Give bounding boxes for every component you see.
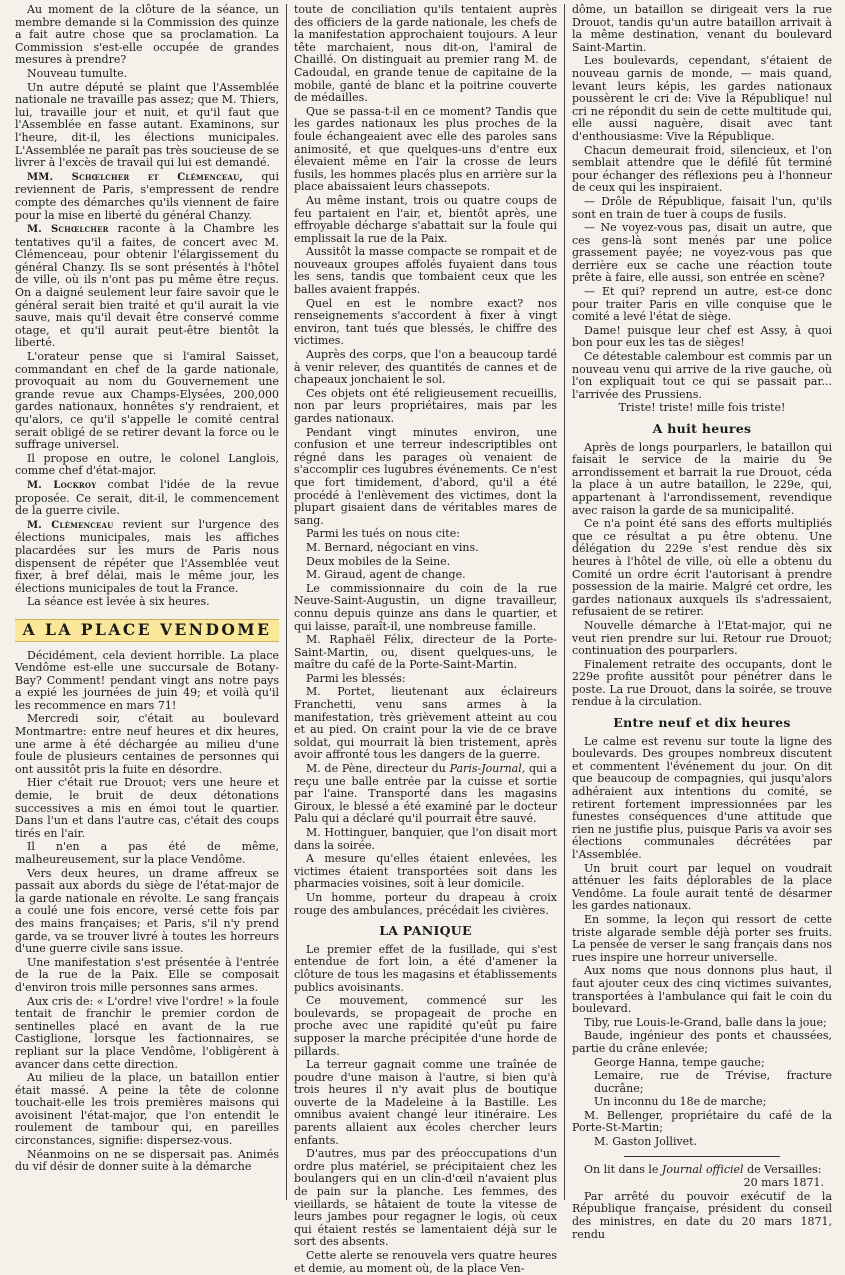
victim-item: M. Bellenger, propriétaire du café de la Porte-St-Martin; (572, 1108, 832, 1135)
paragraph: Ce n'a point été sans des efforts multipliés que ce résultat a pu être obtenu. Une délégation du 229e s'est rendue dès six heures à l'hôtel de ville, où elle a obtenu du Comité un ordre écrit l'autorisant à prendre possession de la mairie. Malgré cet ordre, les gardes nationaux auxquels ils s'adressaient, refusaient de se retirer. (572, 517, 832, 619)
paragraph: Au moment de la clôture de la séance, un membre demande si la Commission des quinze a fait autre chose que sa proclamation. La Commission s'est-elle occupée de grandes mesures à prendre? (15, 3, 279, 67)
paragraph: Dame! puisque leur chef est Assy, à quoi bon pour eux les tas de sièges! (572, 323, 832, 350)
paragraph (15, 479, 279, 518)
paragraph: Par arrêté du pouvoir exécutif de la République française, président du conseil des ministres, en date du 20 mars 1871, rendu (572, 1189, 832, 1241)
paragraph: dôme, un bataillon se dirigeait vers la rue Drouot, tandis qu'un autre bataillon arrivait à la même destination, venant du boulevard Saint-Martin. (572, 3, 832, 54)
paragraph: Cette alerte se renouvela vers quatre heures et demie, au moment où, de la place Ven- (294, 1249, 557, 1275)
paragraph: La séance est levée à six heures. (27, 595, 210, 609)
victim-item: George Hanna, tempe gauche; (594, 1055, 765, 1069)
victim-item: Tiby, rue Louis-le-Grand, balle dans la joue; (584, 1015, 827, 1029)
victim-item: Baude, ingénieur des ponts et chaussées, partie du crâne enlevée; (572, 1029, 832, 1055)
dateline: 20 mars 1871. (743, 1176, 824, 1190)
paragraph: Auprès des corps, que l'on a beaucoup tardé à venir relever, des quantités de cannes et de chapeaux jonchaient le sol. (294, 348, 557, 387)
victim-item: M. Gaston Jollivet. (594, 1135, 698, 1149)
list-intro: Parmi les tués on nous cite: (306, 527, 460, 541)
paragraph: Nouveau tumulte. (27, 66, 128, 80)
paragraph: Nouvelle démarche à l'Etat-major, qui ne veut rien prendre sur lui. Retour rue Drouot; continuation des pourparlers. (572, 618, 832, 658)
list-item: Deux mobiles de la Seine. (306, 554, 451, 568)
paragraph: Ce détestable calembour est commis par un nouveau venu qui arrive de la rive gauche, où l'on expliquait tout ce qui se passait par... l'arrivée des Prussiens. (572, 350, 832, 401)
paragraph: Ce mouvement, commencé sur les boulevards, se propageait de proche en proche avec une rapidité qu'eût pu faire supposer la marche précipitée d'une horde de pillards. (294, 994, 557, 1058)
dialogue-line: — Et qui? reprend un autre, est-ce donc pour traiter Paris en ville conquise que le comité a levé l'état de siège. (572, 285, 832, 324)
paragraph: Un autre député se plaint que l'Assemblée nationale ne travaille pas assez; que M. Thiers, lui, travaille jour et nuit, et qu'il faut que l'Assemblée en fasse autant. Examinons, sur l'heure, dit-il, les élections municipales. L'Assemblée ne paraît pas très soucieuse de se livrer à l'excès de travail qui lui est demandé. (15, 80, 279, 170)
speaker-name: M. Lockroy (27, 479, 97, 491)
journal-title: Paris-Journal, (449, 762, 526, 776)
section-heading-huit-heures: A huit heures (652, 421, 752, 436)
paragraph: Après de longs pourparlers, le bataillon qui faisait le service de la mairie du 9e arrondissement et barrait la rue Drouot, céda la place à un autre bataillon, le 229e, qui, appartenant à l'arrondissement, revendique avec raison la garde de sa municipalité. (572, 440, 832, 517)
paragraph-text: M. de Pène, directeur du (306, 762, 446, 776)
paragraph: Triste! triste! mille fois triste! (618, 401, 786, 415)
paragraph: Un bruit court par lequel on voudrait atténuer les faits déplorables de la place Vendôme. La foule aurait tenté de désarmer les gardes nationaux. (572, 861, 832, 913)
paragraph: Une manifestation s'est présentée à l'entrée de la rue de la Paix. Elle se composait d'environ trois mille personnes sans armes. (15, 955, 279, 994)
paragraph-text: qui a reçu une balle entrée par la cuisse et sortie par l'aine. Transporté dans les magasins Giroux, le blessé a été examiné par le docteur Palu qui a déclaré qu'il pourrait être sauvé. (294, 762, 557, 826)
paragraph: Ces objets ont été religieusement recueillis, non par leurs propriétaires, mais par les gardes nationaux. (294, 386, 557, 425)
paragraph-text: de Versailles: (747, 1162, 822, 1176)
list-item: M. Portet, lieutenant aux éclaireurs Franchetti, venu sans armes à la manifestation, très grièvement atteint au cou et au pied. On craint pour la vie de ce brave soldat, qui mourrait là bien tristement, après avoir affronté tous les dangers de la guerre. (294, 685, 557, 762)
section-heading-place-vendome: A LA PLACE VENDOME (15, 619, 279, 642)
paragraph: Aux cris de: « L'ordre! vive l'ordre! » la foule tentait de franchir le premier cordon de sentinelles placé en avant de la rue Castiglione, lorsque les factionnaires, se repliant sur la place Vendôme, l'obligèrent à avancer dans cette direction. (15, 994, 279, 1071)
list-item: M. Hottinguer, banquier, que l'on disait mort dans la soirée. (294, 826, 557, 852)
section-heading-la-panique: LA PANIQUE (379, 923, 472, 939)
list-item: M. Raphaël Félix, directeur de la Porte-Saint-Martin, ou, disent quelques-uns, le maître du café de la Porte-Saint-Martin. (294, 633, 557, 672)
dialogue-line: — Ne voyez-vous pas, disait un autre, que ces gens-là sont menés par une police grassement payée; ne voyez-vous pas que derrière eux se cache une réaction toute prête à faire, elle aussi, son entrée en scène? (572, 221, 832, 285)
paragraph: Finalement retraite des occupants, dont le 229e profite aussitôt pour pénétrer dans le poste. La rue Drouot, dans la soirée, se trouve rendue à la circulation. (572, 657, 832, 709)
paragraph-text: qui reviennent de Paris, s'empressent de rendre compte des démarches qu'ils viennent de faire pour la mise en liberté du général Chanzy. (15, 169, 280, 222)
paragraph (15, 519, 279, 596)
paragraph: Le calme est revenu sur toute la ligne des boulevards. Des groupes nombreux discutent et commentent l'événement du jour. On dit que beaucoup de compagnies, qui jusqu'alors adhéraient aux intentions du comité, se retirent fortement impressionnées par les funestes conséquences d'une attitude que rien ne justifie plus, puisque Paris va avoir ses élections communales décrétées par l'Assemblée. (572, 734, 832, 861)
section-heading-neuf-dix-heures: Entre neuf et dix heures (613, 715, 791, 731)
divider-rule (624, 1156, 780, 1157)
column-3 (564, 3, 839, 1241)
paragraph: Que se passa-t-il en ce moment? Tandis que les gardes nationaux les plus proches de la foule échangeaient avec elle des paroles sans animosité, et que quelques-uns d'entre eux élevaient même en l'air la crosse de leurs fusils, les hommes placés plus en arrière sur la place abaissaient leurs chassepots. (294, 104, 557, 194)
paragraph: Chacun demeurait froid, silencieux, et l'on semblait attendre que le défilé fût terminé pour échanger des réflexions peu à l'honneur de ceux qui les inspiraient. (572, 143, 832, 195)
paragraph-text: revient sur l'urgence des élections municipales, mais les affiches placardées sur les murs de Paris nous dispensent de répéter que l'Assemblée veut fixer, à bref délai, mais le même jour, les élections municipales de tout la France. (15, 517, 280, 595)
column-2 (286, 3, 564, 1275)
list-intro: Parmi les blessés: (306, 671, 406, 685)
paragraph: Au milieu de la place, un bataillon entier était massé. A peine la tête de colonne touchait-elle les trois premières maisons qui avoisinent l'état-major, que l'on entendit le roulement de tambour qui, en pareilles circonstances, signifie: dispersez-vous. (15, 1071, 279, 1148)
paragraph: Hier c'était rue Drouot; vers une heure et demie, le bruit de deux détonations successives a mis en émoi tout le quartier. Dans l'un et dans l'autre cas, c'était des coups tirés en l'air. (15, 776, 279, 840)
speaker-name: M. Clémenceau (27, 519, 114, 531)
paragraph: Aux noms que nous donnons plus haut, il faut ajouter ceux des cinq victimes suivantes, transportées à l'ambulance qui fait le coin du boulevard. (572, 964, 832, 1016)
paragraph: La terreur gagnait comme une traînée de poudre d'une maison à l'autre, si bien qu'à trois heures il n'y avait plus de boutique ouverte de la Madeleine à la Bastille. Les omnibus avaient changé leur itinéraire. Les parents allaient aux écoles chercher leurs enfants. (294, 1058, 557, 1147)
list-item: Le commissionnaire du coin de la rue Neuve-Saint-Augustin, un digne travailleur, connu depuis quinze ans dans le quartier, et qui laisse, paraît-il, une nombreuse famille. (294, 581, 557, 633)
paragraph-text: raconte à la Chambre les tentatives qu'il a faites, de concert avec M. Clémenceau, pour obtenir l'élargissement du général Chanzy. Ils se sont présentés à l'hôtel de ville, où ils n'ont pas pu même être reçus. On a daigné seulement leur faire savoir que le général serait bien traité et qu'il aurait la vie sauve, mais qu'il devait être conservé comme otage, et qu'il aurait peut-être bientôt la liberté. (15, 222, 279, 350)
dialogue-line: — Drôle de République, faisait l'un, qu'ils sont en train de tuer à coups de fusils. (572, 194, 832, 221)
list-item (294, 763, 557, 826)
paragraph: A mesure qu'elles étaient enlevées, les victimes étaient transportées soit dans les pharmacies voisines, soit à leur domicile. (294, 852, 557, 891)
paragraph: L'orateur pense que si l'amiral Saisset, commandant en chef de la garde nationale, provoquait au nom du Gouvernement une grande revue aux Champs-Elysées, 200,000 gardes nationaux, honnêtes s'y rendraient, et qu'alors, ce qu'il s'appelle le comité central serait obligé de se retirer devant la force ou le suffrage universel. (15, 350, 279, 452)
paragraph: Le premier effet de la fusillade, qui s'est entendue de fort loin, a été d'amener la clôture de tous les magasins et établissements publics avoisinants. (294, 942, 557, 994)
paragraph: Mercredi soir, c'était au boulevard Montmartre: entre neuf heures et dix heures, une arme à été déchargée au milieu d'une foule de plusieurs centaines de personnes qui ont aussitôt pris la fuite en désordre. (15, 712, 279, 776)
paragraph: Quel en est le nombre exact? nos renseignements s'accordent à fixer à vingt environ, tant tués que blessés, le chiffre des victimes. (294, 296, 557, 348)
paragraph: Vers deux heures, un drame affreux se passait aux abords du siège de l'état-major de la garde nationale en révolte. Le sang français a coulé une fois encore, versé cette fois par des mains françaises; et Paris, s'il n'y prend garde, va se trouver livré à toutes les horreurs d'une guerre civile sans issue. (15, 866, 279, 956)
paragraph: Au même instant, trois ou quatre coups de feu partaient en l'air, et, bientôt après, une effroyable décharge s'abattait sur la foule qui emplissait la rue de la Paix. (294, 193, 557, 245)
paragraph: D'autres, mus par des préoccupations d'un ordre plus matériel, se précipitaient chez les boulangers qui en un clin-d'œil n'avaient plus de pain sur la planche. Les femmes, des vieillards, se hâtaient de toute la vitesse de leurs jambes pour regagner le logis, où ceux qui étaient restés se lamentaient déjà sur le sort des absents. (294, 1147, 557, 1249)
journal-title: Journal officiel (661, 1162, 744, 1176)
speaker-name: M. Schœlcher (27, 224, 109, 236)
list-item: M. Bernard, négociant en vins. (306, 540, 479, 554)
paragraph: Néanmoins on ne se dispersait pas. Animés du vif désir de donner suite à la démarche (15, 1147, 279, 1174)
paragraph: Un homme, porteur du drapeau à croix rouge des ambulances, précédait les civières. (294, 890, 557, 917)
official-journal-intro (572, 1164, 832, 1177)
paragraph: Pendant vingt minutes environ, une confusion et une terreur indescriptibles ont régné dans les parages où venaient de s'accomplir ces lugubres événements. Ce n'est que fort timidement, d'abord, qu'il a été procédé à l'enlèvement des victimes, dont la plupart gisaient dans de véritables mares de sang. (294, 425, 557, 527)
paragraph (15, 171, 279, 222)
paragraph: Les boulevards, cependant, s'étaient de nouveau garnis de monde, — mais quand, levant leurs képis, les gardes nationaux poussèrent le cri de: Vive la République! nul cri ne répondit du sein de cette multitude qui, elle aussi naguère, disait avec tant d'enthousiasme: Vive la République. (572, 54, 832, 143)
paragraph-text: combat l'idée de la revue proposée. Ce serait, dit-il, le commencement de la guerre civile. (15, 477, 279, 518)
speaker-name: MM. Schœlcher et Clémenceau, (27, 171, 244, 183)
paragraph: toute de conciliation qu'ils tentaient auprès des officiers de la garde nationale, les chefs de la manifestation approchaient toujours. A leur tête marchaient, nous dit-on, l'amiral de Chaillé. On distinguait au premier rang M. de Cadoudal, en grande tenue de capitaine de la mobile, ganté de blanc et la poitrine couverte de médailles. (294, 3, 557, 105)
list-item: M. Giraud, agent de change. (306, 568, 466, 582)
victim-item: Un inconnu du 18e de marche; (594, 1095, 767, 1109)
paragraph: Décidément, cela devient horrible. La place Vendôme est-elle une succursale de Botany-Bay? Comment! pendant vingt ans notre pays a expié les journées de juin 49; et voilà qu'il les recommence en mars 71! (15, 648, 279, 712)
column-1 (8, 4, 286, 1200)
paragraph-text: On lit dans le (584, 1162, 659, 1176)
paragraph: Il n'en a pas été de même, malheureusement, sur la place Vendôme. (15, 840, 279, 866)
paragraph (15, 223, 279, 350)
paragraph: Il propose en outre, le colonel Langlois, comme chef d'état-major. (15, 451, 279, 478)
paragraph: En somme, la leçon qui ressort de cette triste algarade semble déjà porter ses fruits. La pensée de verser le sang français dans nos rues inspire une horreur universelle. (572, 912, 832, 964)
victim-item: Lemaire, rue de Trévise, fracture ducrâne; (594, 1069, 832, 1095)
paragraph: Aussitôt la masse compacte se rompait et de nouveaux groupes affolés fuyaient dans tous les sens, tandis que tombaient ceux que les balles avaient frappés. (294, 245, 557, 297)
